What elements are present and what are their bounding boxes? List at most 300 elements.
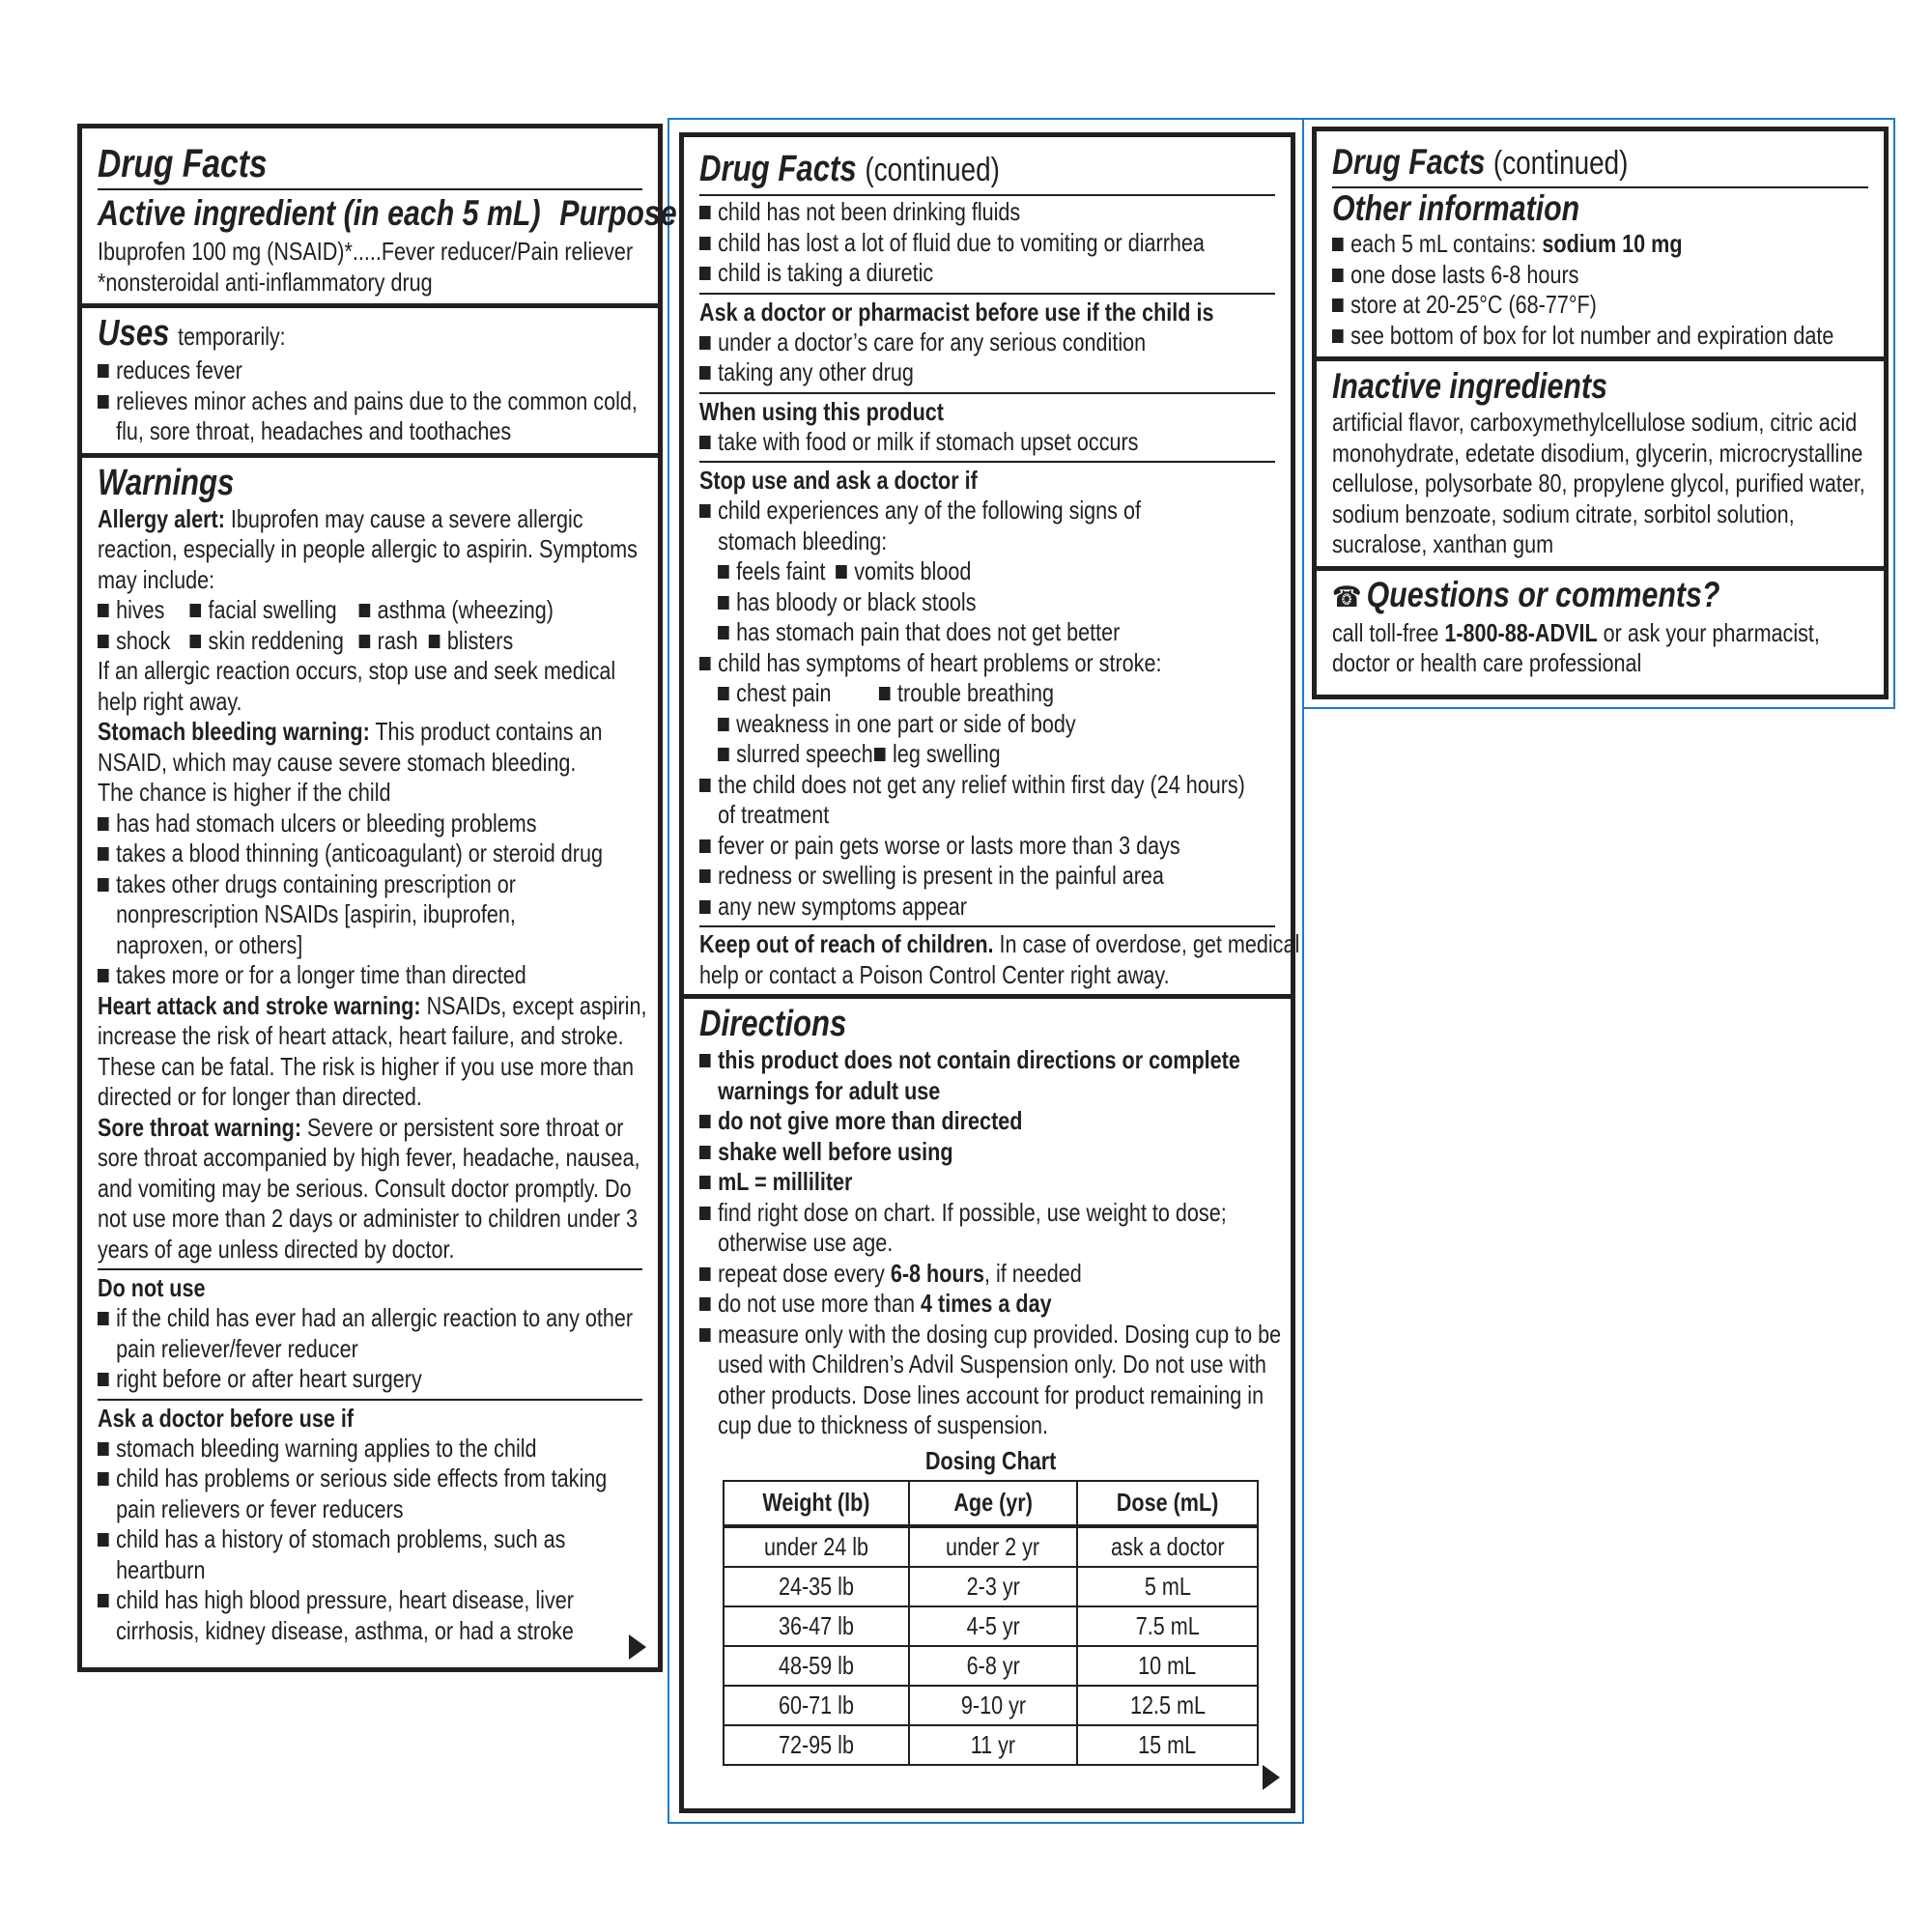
directions-section — [684, 994, 1291, 1766]
inactive-section — [1317, 356, 1884, 566]
drug-facts-panel-2 — [679, 132, 1300, 1813]
questions-text: doctor or health care professional — [1332, 648, 1642, 677]
square-bullet-icon — [1332, 329, 1344, 343]
cell-text: 10 mL — [1138, 1650, 1197, 1680]
p2-title — [699, 147, 1172, 192]
throat-text: sore throat accompanied by high fever, headache, nausea, — [98, 1143, 640, 1172]
table-cell — [909, 1686, 1077, 1725]
square-bullet-icon — [98, 1594, 109, 1607]
stomach-text: This product contains an — [369, 717, 603, 746]
telephone-icon: ☎ — [1332, 581, 1362, 613]
cont-item-text: child is taking a diuretic — [718, 258, 934, 287]
dir-item-text: do not give more than directed — [718, 1106, 1023, 1135]
cell-text: 60-71 lb — [779, 1690, 854, 1719]
cell-text: 12.5 mL — [1129, 1690, 1206, 1719]
square-bullet-icon — [699, 336, 711, 350]
dir-item-text: repeat dose every — [718, 1258, 891, 1288]
table-cell — [724, 1606, 909, 1646]
askpharm-heading: Ask a doctor or pharmacist before use if the child is — [699, 297, 1214, 327]
throat-line — [98, 1112, 624, 1144]
uses-heading-text: Uses — [98, 313, 170, 354]
square-bullet-icon — [699, 1176, 711, 1189]
square-bullet-icon — [1332, 269, 1344, 282]
square-bullet-icon — [98, 1373, 109, 1386]
cell-text: under 2 yr — [946, 1531, 1040, 1561]
square-bullet-icon — [699, 1054, 711, 1067]
square-bullet-icon — [699, 366, 711, 380]
questions-text: or ask your pharmacist, — [1597, 617, 1820, 647]
symptom: skin reddening — [208, 625, 344, 655]
cell-text: 11 yr — [970, 1729, 1016, 1759]
askdoc-item-text: child has a history of stomach problems, such as — [116, 1524, 566, 1553]
askdoc-item-text: child has problems or serious side effects from taking — [116, 1463, 608, 1492]
donot-item — [98, 1303, 634, 1334]
dir-item — [699, 1137, 1178, 1168]
askdoc-item-text: child has high blood pressure, heart disease, liver — [116, 1585, 574, 1614]
table-row — [724, 1567, 1258, 1606]
square-bullet-icon — [699, 1207, 711, 1220]
uses-item-text: reduces fever — [116, 355, 242, 384]
keepout-line — [699, 929, 1300, 960]
stop-item — [699, 861, 1178, 892]
askdoc-item — [98, 1524, 566, 1555]
stop-subitem-text: weakness in one part or side of body — [736, 708, 1076, 738]
stop-item-text: child experiences any of the following signs of — [718, 496, 1141, 525]
stop-item — [699, 892, 1178, 923]
dir-item — [699, 1319, 1282, 1350]
cell-text: 2-3 yr — [966, 1571, 1020, 1601]
square-bullet-icon — [699, 779, 711, 792]
square-bullet-icon — [98, 1472, 109, 1486]
whenusing-item — [699, 427, 1178, 458]
stomach-item-cont: nonprescription NSAIDs [aspirin, ibuprofen, — [116, 899, 516, 928]
chart-header-age — [909, 1481, 1077, 1526]
stop-item — [699, 648, 1178, 679]
allergy-text: Ibuprofen may cause a severe allergic — [224, 503, 583, 533]
continue-arrow-icon — [629, 1634, 646, 1660]
symptom: hives — [116, 595, 165, 624]
cell-text: under 24 lb — [763, 1531, 868, 1561]
other-item — [1332, 229, 1777, 260]
keepout-text: In case of overdose, get medical — [993, 929, 1300, 958]
cell-text: 7.5 mL — [1135, 1610, 1200, 1640]
active-note: *nonsteroidal anti-inflammatory drug — [98, 267, 433, 297]
stop-subitem-row — [699, 556, 1178, 587]
square-bullet-icon — [699, 1115, 711, 1128]
table-cell — [909, 1725, 1077, 1765]
dir-item-cont: warnings for adult use — [718, 1075, 941, 1105]
drug-facts-panel-1 — [77, 124, 677, 1672]
stomach-text: NSAID, which may cause severe stomach bleeding. — [98, 747, 577, 777]
square-bullet-icon — [699, 1146, 711, 1159]
other-item-text: store at 20-25°C (68-77°F) — [1350, 290, 1597, 319]
donot-section — [82, 1270, 658, 1395]
askpharm-item — [699, 357, 1178, 388]
donot-item — [98, 1364, 550, 1395]
other-item — [1332, 260, 1777, 291]
donot-item-text: if the child has ever had an allergic reaction to any other — [116, 1303, 634, 1332]
chart-header-text: Weight (lb) — [762, 1488, 870, 1517]
p2-title-cont: (continued) — [865, 152, 1000, 188]
other-item-text: each 5 mL contains: — [1350, 229, 1543, 258]
p2-title-text: Drug Facts — [699, 149, 857, 189]
questions-section — [1317, 566, 1884, 679]
stomach-item-cont: naproxen, or others] — [116, 929, 303, 959]
askdoc-heading: Ask a doctor before use if — [98, 1403, 355, 1433]
allergy-after-text: If an allergic reaction occurs, stop use and seek medical — [98, 656, 616, 685]
askdoc-item — [98, 1585, 574, 1616]
cont-item — [699, 197, 1178, 228]
title-section — [82, 128, 677, 303]
square-bullet-icon — [699, 1297, 711, 1311]
dir-item-cont: used with Children’s Advil Suspension only. Do not use with — [718, 1350, 1266, 1378]
square-bullet-icon — [699, 436, 711, 449]
askpharm-item-text: taking any other drug — [718, 357, 914, 386]
dir-item-bold: 4 times a day — [921, 1289, 1052, 1318]
square-bullet-icon — [874, 748, 886, 761]
square-bullet-icon — [98, 847, 109, 861]
p3-title-text: Drug Facts — [1332, 142, 1486, 182]
square-bullet-icon — [699, 1328, 711, 1342]
directions-heading: Directions — [699, 1004, 847, 1044]
dir-item-text: do not use more than — [718, 1289, 922, 1318]
warnings-heading: Warnings — [98, 462, 235, 503]
askdoc-item-cont: heartburn — [116, 1554, 206, 1584]
continue-arrow-icon — [1263, 1765, 1280, 1790]
heart-label: Heart attack and stroke warning: — [98, 990, 421, 1020]
square-bullet-icon — [98, 878, 109, 892]
square-bullet-icon — [189, 635, 201, 648]
symptom: rash — [377, 625, 418, 655]
square-bullet-icon — [718, 748, 729, 761]
cell-text: ask a doctor — [1110, 1531, 1225, 1561]
stop-subitem — [699, 587, 1178, 618]
square-bullet-icon — [699, 267, 711, 280]
p3-title — [1332, 141, 1772, 185]
stop-item-text: fever or pain gets worse or lasts more than 3 days — [718, 830, 1180, 860]
square-bullet-icon — [718, 718, 729, 731]
dir-item — [699, 1106, 1178, 1137]
table-row — [724, 1646, 1258, 1686]
stop-subitem-text: vomits blood — [854, 556, 972, 585]
stop-item-text: any new symptoms appear — [718, 891, 967, 921]
allergy-text: may include: — [98, 564, 215, 594]
inactive-text: sucralose, xanthan gum — [1332, 529, 1554, 558]
dosing-chart-header-row — [724, 1481, 1258, 1526]
questions-text: call toll-free — [1332, 617, 1445, 647]
throat-label: Sore throat warning: — [98, 1112, 302, 1142]
p2-cont-section — [684, 196, 1291, 289]
cont-item — [699, 227, 1205, 259]
stomach-item-text: has had stomach ulcers or bleeding problems — [116, 808, 537, 838]
symptom: facial swelling — [208, 595, 337, 624]
askdoc-item-text: stomach bleeding warning applies to the child — [116, 1433, 537, 1463]
whenusing-item-text: take with food or milk if stomach upset occurs — [718, 426, 1139, 456]
square-bullet-icon — [98, 604, 109, 617]
table-row — [724, 1725, 1258, 1765]
square-bullet-icon — [718, 687, 729, 700]
table-cell — [1077, 1646, 1258, 1686]
square-bullet-icon — [699, 1267, 711, 1281]
dir-item — [699, 1259, 1178, 1290]
donot-item-cont: pain reliever/fever reducer — [116, 1333, 358, 1363]
table-cell — [1077, 1686, 1258, 1725]
keepout-label: Keep out of reach of children. — [699, 929, 994, 958]
other-info-heading: Other information — [1332, 188, 1580, 228]
stop-subitem — [699, 617, 1178, 648]
square-bullet-icon — [699, 504, 711, 518]
cont-item — [699, 258, 1178, 289]
stomach-item-text: takes a blood thinning (anticoagulant) or steroid drug — [116, 838, 603, 867]
other-item-bold: sodium 10 mg — [1542, 229, 1683, 258]
chart-header-text: Dose (mL) — [1116, 1488, 1219, 1517]
stop-subitem-text: leg swelling — [893, 739, 1001, 768]
purpose-heading-text: Purpose — [559, 193, 677, 233]
dir-item-cont: other products. Dose lines account for product remaining in — [718, 1379, 1264, 1409]
questions-line — [1332, 617, 1820, 649]
askdoc-item-cont: pain relievers or fever reducers — [116, 1493, 404, 1523]
cell-text: 5 mL — [1144, 1571, 1191, 1601]
square-bullet-icon — [359, 604, 371, 617]
allergy-after-text: help right away. — [98, 686, 242, 716]
p3-title-section — [1317, 131, 1884, 185]
stop-item-text: child has symptoms of heart problems or stroke: — [718, 647, 1162, 677]
stop-subitem-text: has stomach pain that does not get better — [736, 617, 1121, 646]
cont-item-text: child has lost a lot of fluid due to vomiting or diarrhea — [718, 227, 1205, 257]
stomach-item — [98, 869, 550, 900]
askpharm-section — [684, 295, 1291, 388]
table-cell — [909, 1606, 1077, 1646]
dir-item-cont: otherwise use age. — [718, 1228, 894, 1257]
square-bullet-icon — [699, 237, 711, 250]
square-bullet-icon — [98, 1312, 109, 1325]
donot-item-text: right before or after heart surgery — [116, 1364, 422, 1393]
dir-item-text: this product does not contain directions or complete — [718, 1045, 1240, 1074]
symptoms-row — [98, 595, 554, 626]
stopuse-section — [684, 463, 1291, 922]
uses-item — [98, 385, 638, 417]
inactive-heading: Inactive ingredients — [1332, 366, 1607, 406]
heart-text: NSAIDs, except aspirin, — [420, 990, 647, 1020]
table-cell — [1077, 1567, 1258, 1606]
chart-header-weight — [724, 1481, 909, 1526]
dosing-chart-title: Dosing Chart — [925, 1445, 1057, 1475]
askdoc-item — [98, 1463, 608, 1494]
dir-item-text: measure only with the dosing cup provided. Dosing cup to be — [718, 1319, 1282, 1349]
heart-text: increase the risk of heart attack, heart failure, and stroke. — [98, 1021, 624, 1050]
square-bullet-icon — [699, 657, 711, 670]
phone-number: 1-800-88-ADVIL — [1444, 617, 1598, 647]
stomach-item-text: takes more or for a longer time than directed — [116, 960, 526, 989]
other-item-text: one dose lasts 6-8 hours — [1350, 259, 1579, 289]
square-bullet-icon — [718, 596, 729, 610]
dir-item-text: find right dose on chart. If possible, use weight to dose; — [718, 1197, 1227, 1227]
allergy-text: reaction, especially in people allergic to aspirin. Symptoms — [98, 534, 638, 563]
stop-subitem — [699, 709, 1178, 740]
square-bullet-icon — [98, 635, 109, 648]
askpharm-item — [699, 327, 1178, 358]
square-bullet-icon — [718, 565, 729, 579]
keepout-text: help or contact a Poison Control Center right away. — [699, 959, 1170, 989]
cell-text: 24-35 lb — [779, 1571, 854, 1601]
heart-text: directed or for longer than directed. — [98, 1082, 422, 1111]
p3-title-cont: (continued) — [1492, 145, 1629, 182]
dir-item — [699, 1197, 1227, 1229]
other-info-section — [1317, 188, 1884, 356]
table-cell — [909, 1646, 1077, 1686]
square-bullet-icon — [98, 969, 109, 982]
inactive-text: cellulose, polysorbate 80, propylene glycol, purified water, — [1332, 469, 1865, 497]
askpharm-item-text: under a doctor’s care for any serious condition — [718, 327, 1147, 356]
square-bullet-icon — [98, 1442, 109, 1456]
square-bullet-icon — [189, 604, 201, 617]
stomach-item-text: takes other drugs containing prescription or — [116, 868, 516, 898]
cell-text: 36-47 lb — [779, 1610, 854, 1640]
table-row — [724, 1526, 1258, 1567]
dir-item — [699, 1045, 1240, 1076]
stop-subitem-text: trouble breathing — [897, 678, 1054, 707]
uses-item — [98, 355, 550, 386]
table-cell — [1077, 1526, 1258, 1567]
cell-text: 9-10 yr — [960, 1690, 1026, 1719]
dir-item — [699, 1289, 1178, 1320]
chart-header-dose — [1077, 1481, 1258, 1526]
allergy-line — [98, 503, 583, 535]
p2-title-section — [684, 137, 1291, 192]
donot-heading: Do not use — [98, 1273, 206, 1302]
dir-item-bold: 6-8 hours — [890, 1258, 984, 1288]
other-item-text: see bottom of box for lot number and expiration date — [1350, 320, 1834, 350]
uses-section — [82, 303, 658, 453]
stop-subitem-row — [699, 678, 1178, 709]
uses-item-text: relieves minor aches and pains due to the common cold, — [116, 385, 638, 415]
square-bullet-icon — [429, 635, 440, 648]
stop-subitem-text: has bloody or black stools — [736, 586, 977, 616]
square-bullet-icon — [718, 626, 729, 639]
dir-item-text: shake well before using — [718, 1136, 953, 1166]
stop-subitem-text: feels faint — [736, 556, 826, 585]
askdoc-section — [82, 1401, 658, 1647]
square-bullet-icon — [98, 395, 109, 409]
heart-line — [98, 990, 647, 1022]
table-cell — [724, 1725, 909, 1765]
keepout-section — [684, 927, 1300, 994]
stomach-text: The chance is higher if the child — [98, 778, 391, 807]
square-bullet-icon — [699, 869, 711, 883]
warnings-section — [82, 453, 658, 1265]
stop-item-cont: of treatment — [718, 800, 830, 829]
stop-item — [699, 769, 1245, 801]
questions-heading — [1332, 575, 1772, 618]
cell-text: 15 mL — [1138, 1729, 1197, 1759]
symptom: shock — [116, 625, 171, 655]
askdoc-item-cont: cirrhosis, kidney disease, asthma, or had a stroke — [116, 1615, 574, 1645]
cell-text: 48-59 lb — [779, 1650, 854, 1680]
symptom: asthma (wheezing) — [377, 595, 554, 624]
questions-heading-text: Questions or comments? — [1366, 574, 1720, 614]
drug-facts-panel-3 — [1312, 127, 1889, 699]
whenusing-heading: When using this product — [699, 396, 944, 426]
square-bullet-icon — [98, 1533, 109, 1547]
table-cell — [724, 1646, 909, 1686]
inactive-text: artificial flavor, carboxymethylcellulose sodium, citric acid — [1332, 408, 1858, 437]
active-ingredient-heading — [98, 190, 677, 237]
drug-facts-title: Drug Facts — [98, 141, 268, 185]
dir-item — [699, 1167, 1178, 1198]
square-bullet-icon — [879, 687, 891, 700]
square-bullet-icon — [699, 206, 711, 219]
stomach-line — [98, 717, 603, 748]
throat-text: years of age unless directed by doctor. — [98, 1234, 455, 1264]
table-cell — [724, 1526, 909, 1567]
square-bullet-icon — [359, 635, 371, 648]
stomach-item — [98, 960, 550, 991]
stop-subitem-text: slurred speech — [736, 739, 873, 768]
square-bullet-icon — [699, 900, 711, 914]
uses-heading — [98, 314, 544, 355]
stopuse-heading: Stop use and ask a doctor if — [699, 466, 978, 495]
stop-subitem-row — [699, 739, 1178, 770]
table-row — [724, 1686, 1258, 1725]
square-bullet-icon — [1332, 238, 1344, 251]
square-bullet-icon — [699, 839, 711, 853]
throat-text: not use more than 2 days or administer to children under 3 — [98, 1204, 639, 1233]
symptoms-row — [98, 626, 550, 657]
uses-intro: temporarily: — [178, 322, 286, 351]
stop-item-text: redness or swelling is present in the painful area — [718, 861, 1164, 890]
square-bullet-icon — [1332, 298, 1344, 312]
dir-item-cont: cup due to thickness of suspension. — [718, 1410, 1048, 1439]
table-cell — [1077, 1606, 1258, 1646]
askdoc-item — [98, 1434, 550, 1464]
table-cell — [724, 1567, 909, 1606]
dosing-chart-title-wrap — [699, 1445, 1275, 1476]
square-bullet-icon — [836, 565, 847, 579]
stop-item-text: the child does not get any relief within first day (24 hours) — [718, 769, 1245, 799]
square-bullet-icon — [98, 364, 109, 378]
cont-item-text: child has not been drinking fluids — [718, 197, 1021, 226]
throat-text: and vomiting may be serious. Consult doctor promptly. Do — [98, 1173, 632, 1203]
stomach-item — [98, 809, 550, 839]
cell-text: 4-5 yr — [966, 1610, 1020, 1640]
other-item — [1332, 290, 1777, 321]
symptom: blisters — [446, 625, 514, 655]
dir-item-text: mL = milliliter — [718, 1167, 853, 1196]
uses-item-cont: flu, sore throat, headaches and toothaches — [116, 416, 512, 445]
dir-item-text: , if needed — [983, 1258, 1082, 1288]
other-item — [1332, 320, 1834, 352]
cell-text: 6-8 yr — [966, 1650, 1020, 1680]
stop-subitem-text: chest pain — [736, 678, 832, 707]
stomach-label: Stomach bleeding warning: — [98, 717, 370, 746]
active-heading-text: Active ingredient (in each 5 mL) — [98, 193, 541, 233]
chart-header-text: Age (yr) — [953, 1488, 1033, 1517]
table-row — [724, 1606, 1258, 1646]
throat-text: Severe or persistent sore throat or — [301, 1112, 624, 1142]
stop-item — [699, 831, 1178, 862]
table-cell — [1077, 1725, 1258, 1765]
square-bullet-icon — [98, 817, 109, 831]
active-line: Ibuprofen 100 mg (NSAID)*.....Fever reducer/Pain reliever — [98, 237, 634, 266]
heart-text: These can be fatal. The risk is higher if you use more than — [98, 1051, 634, 1081]
stop-item — [699, 496, 1178, 526]
allergy-label: Allergy alert: — [98, 503, 225, 533]
whenusing-section — [684, 394, 1291, 458]
inactive-text: monohydrate, edetate disodium, glycerin, microcrystalline — [1332, 438, 1863, 468]
table-cell — [724, 1686, 909, 1725]
table-cell — [909, 1526, 1077, 1567]
dosing-chart-table — [723, 1480, 1259, 1766]
